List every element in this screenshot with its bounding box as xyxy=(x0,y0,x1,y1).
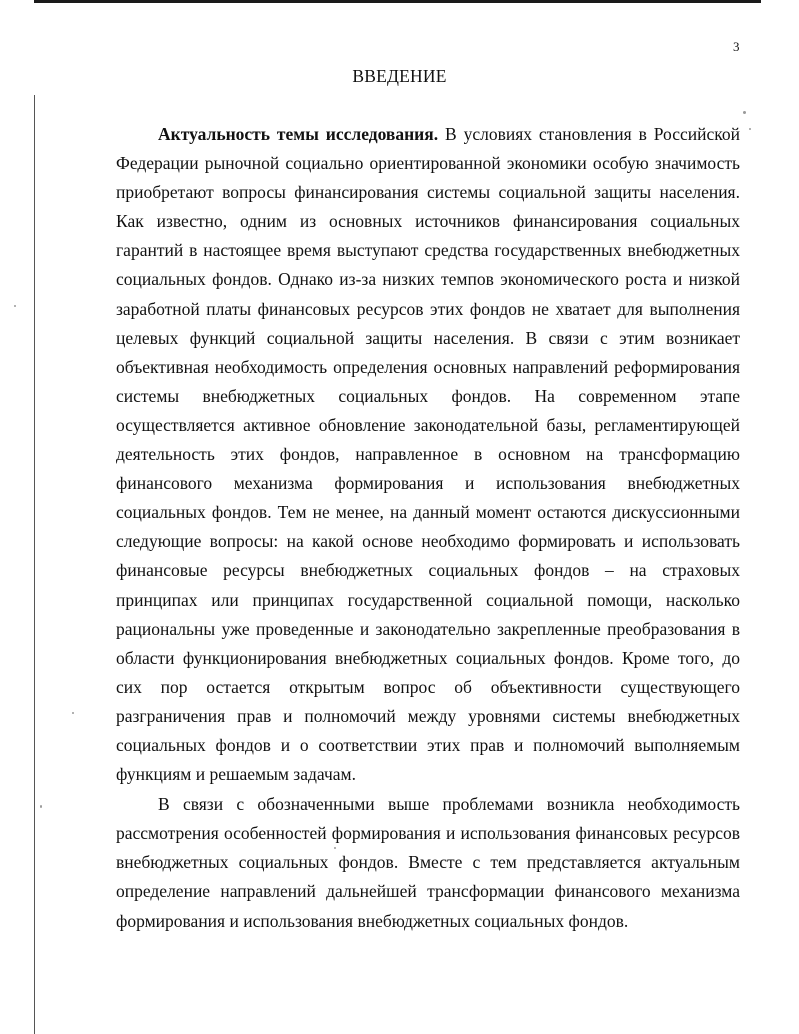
scan-speck xyxy=(334,847,336,849)
scan-speck xyxy=(40,805,42,808)
page-number: 3 xyxy=(733,39,740,54)
left-border-line xyxy=(34,95,35,1034)
scan-speck xyxy=(743,111,746,114)
scan-speck xyxy=(72,712,74,714)
paragraph-lead: Актуальность темы исследования. xyxy=(158,124,439,144)
paragraph-problems xyxy=(116,790,740,935)
paragraph-text: В условиях становления в Российской Федерации рыночной социально ориентированной экономики особую значимость приобретают вопросы финансирования системы социальной защиты населения. Как известно, одним из основных источников финансирования социальных гарантий в настоящее время выступают средства государственных внебюджетных социальных фондов. Однако из-за низких темпов экономического роста и низкой заработной платы финансовых ресурсов этих фондов не хватает для выполнения целевых функций социальной защиты населения. В связи с этим возникает объективная необходимость определения основных направлений реформирования системы внебюджетных социальных фондов. На современном этапе осуществляется активное обновление законодательной базы, регламентирующей деятельность этих фондов, направленное в основном на трансформацию финансового механизма формирования и использования внебюджетных социальных фондов. Тем не менее, на данный момент остаются дискуссионными следующие вопросы: на какой основе необходимо формировать и использовать финансовые ресурсы внебюджетных социальных фондов – на страховых принципах или принципах государственной социальной помощи, насколько рациональны уже проведенные и законодательно закрепленные преобразования в области функционирования внебюджетных социальных фондов. Кроме того, до сих пор остается открытым вопрос об объективности существующего разграничения прав и полномочий между уровнями системы внебюджетных социальных фондов и о соответствии этих прав и полномочий выполняемым функциям и решаемым задачам. xyxy=(116,124,740,785)
document-body xyxy=(116,120,740,936)
paragraph-text: В связи с обозначенными выше проблемами возникла необходимость рассмотрения особенностей формирования и использования финансовых ресурсов внебюджетных социальных фондов. Вместе с тем представляется актуальным определение направлений дальнейшей трансформации финансового механизма формирования и использования внебюджетных социальных фондов. xyxy=(116,794,740,931)
scan-speck xyxy=(749,128,751,130)
paragraph-relevance xyxy=(116,120,740,789)
section-heading: ВВЕДЕНИЕ xyxy=(352,66,447,86)
scan-speck xyxy=(14,305,16,307)
top-border-line xyxy=(34,0,761,3)
